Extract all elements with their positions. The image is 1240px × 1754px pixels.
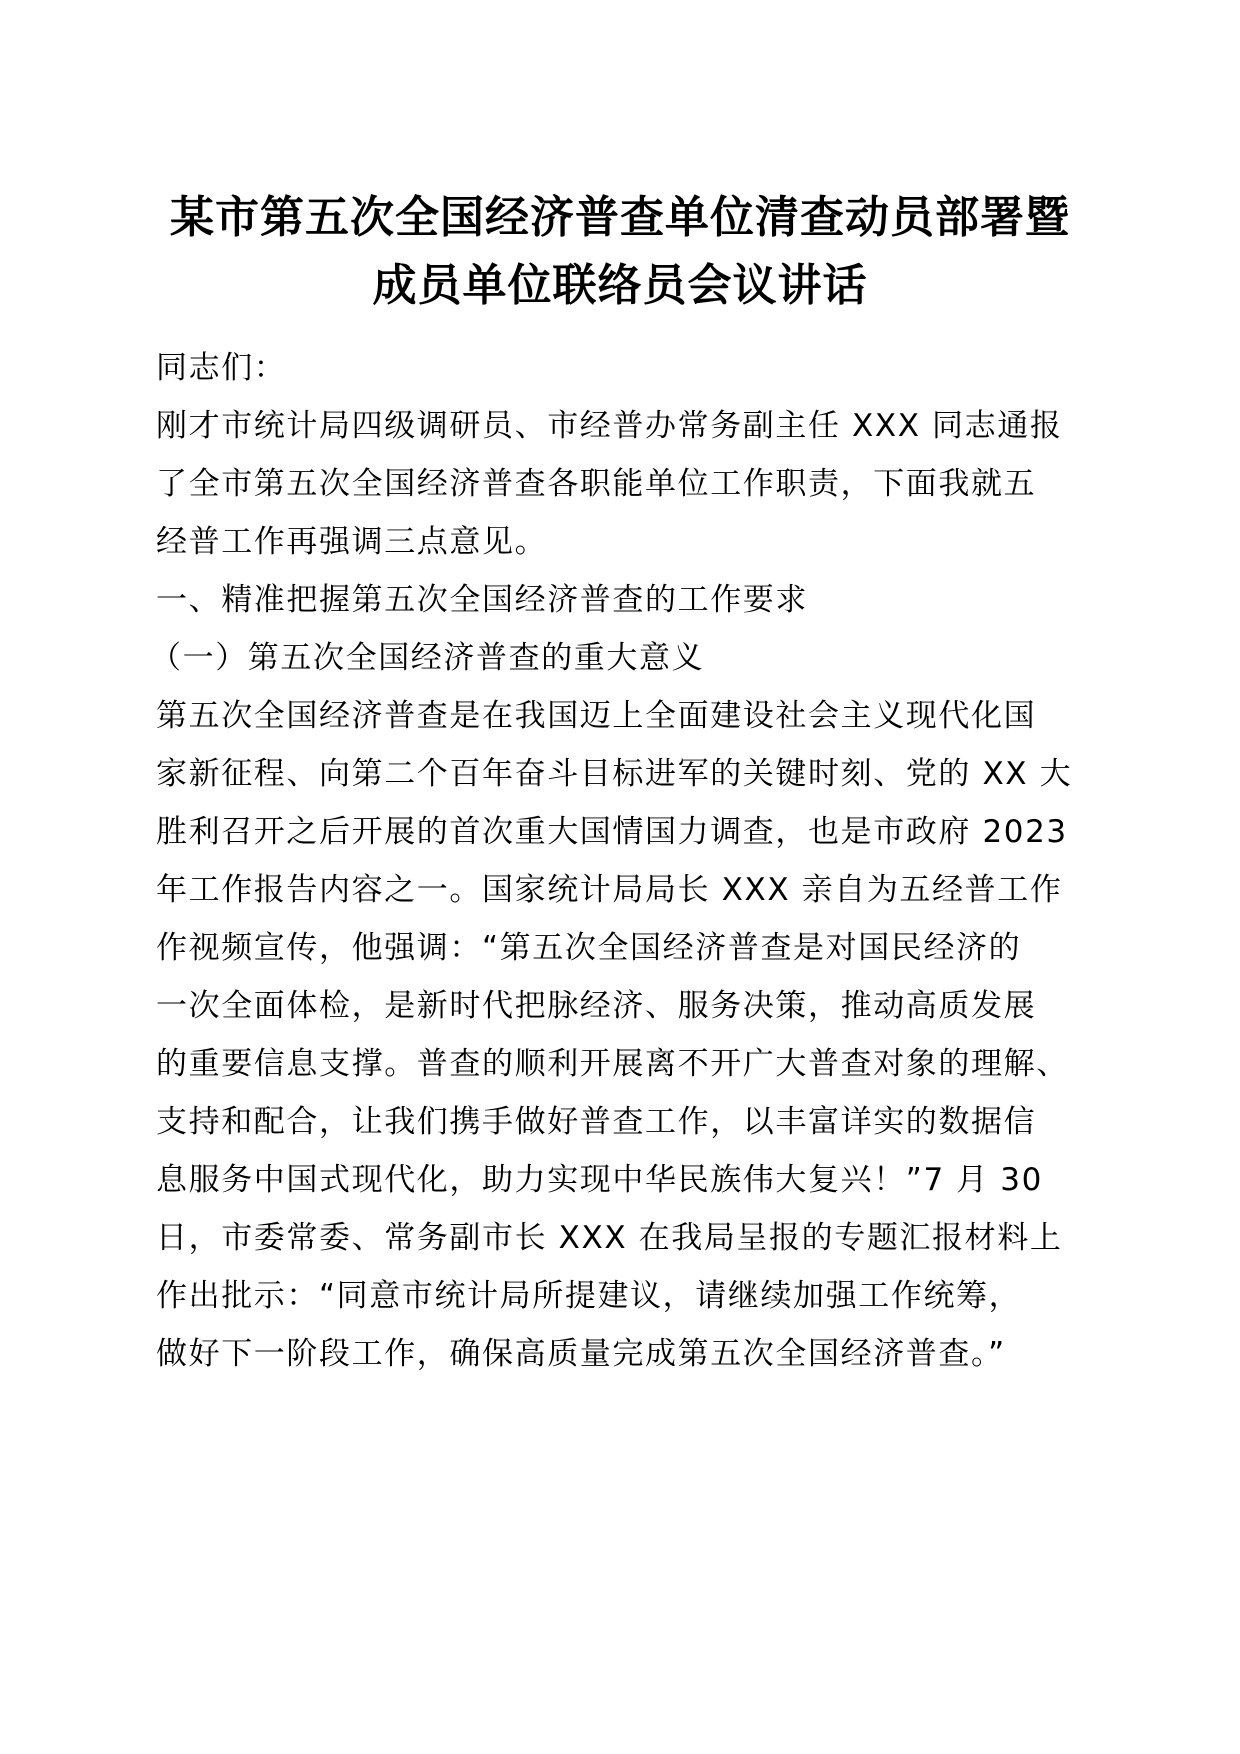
body-line: 息服务中国式现代化，助力实现中华民族伟大复兴！”7 月 30	[156, 1162, 1043, 1198]
body-line: 日，市委常委、常务副市长 XXX 在我局呈报的专题汇报材料上	[156, 1220, 1063, 1256]
body-line: 作出批示：“同意市统计局所提建议，请继续加强工作统筹，	[156, 1278, 1022, 1314]
body-line: 胜利召开之后开展的首次重大国情国力调查，也是市政府 2023	[156, 814, 1068, 850]
document-title-line-1: 某市第五次全国经济普查单位清查动员部署暨	[170, 192, 1070, 243]
body-line: 经普工作再强调三点意见。	[156, 524, 548, 560]
body-line: 的重要信息支撑。普查的顺利开展离不开广大普查对象的理解、	[156, 1046, 1069, 1082]
body-line: 年工作报告内容之一。国家统计局局长 XXX 亲自为五经普工作	[156, 872, 1063, 908]
body-line: 做好下一阶段工作，确保高质量完成第五次全国经济普查。”	[156, 1336, 1006, 1372]
body-line: 第五次全国经济普查是在我国迈上全面建设社会主义现代化国	[156, 698, 1037, 734]
body-line: 一次全面体检，是新时代把脉经济、服务决策，推动高质发展	[156, 988, 1037, 1024]
document-title-line-2: 成员单位联络员会议讲话	[372, 260, 868, 311]
body-line: 作视频宣传，他强调：“第五次全国经济普查是对国民经济的	[156, 930, 1022, 966]
body-line: 刚才市统计局四级调研员、市经普办常务副主任 XXX 同志通报	[156, 408, 1063, 444]
body-line: 家新征程、向第二个百年奋斗目标进军的关键时刻、党的 XX 大	[156, 756, 1073, 792]
body-line: 支持和配合，让我们携手做好普查工作，以丰富详实的数据信	[156, 1104, 1037, 1140]
section-heading: 一、精准把握第五次全国经济普查的工作要求	[156, 582, 808, 618]
body-line: 了全市第五次全国经济普查各职能单位工作职责，下面我就五	[156, 466, 1037, 502]
subsection-heading: （一）第五次全国经济普查的重大意义	[150, 640, 705, 676]
salutation: 同志们：	[156, 350, 287, 386]
